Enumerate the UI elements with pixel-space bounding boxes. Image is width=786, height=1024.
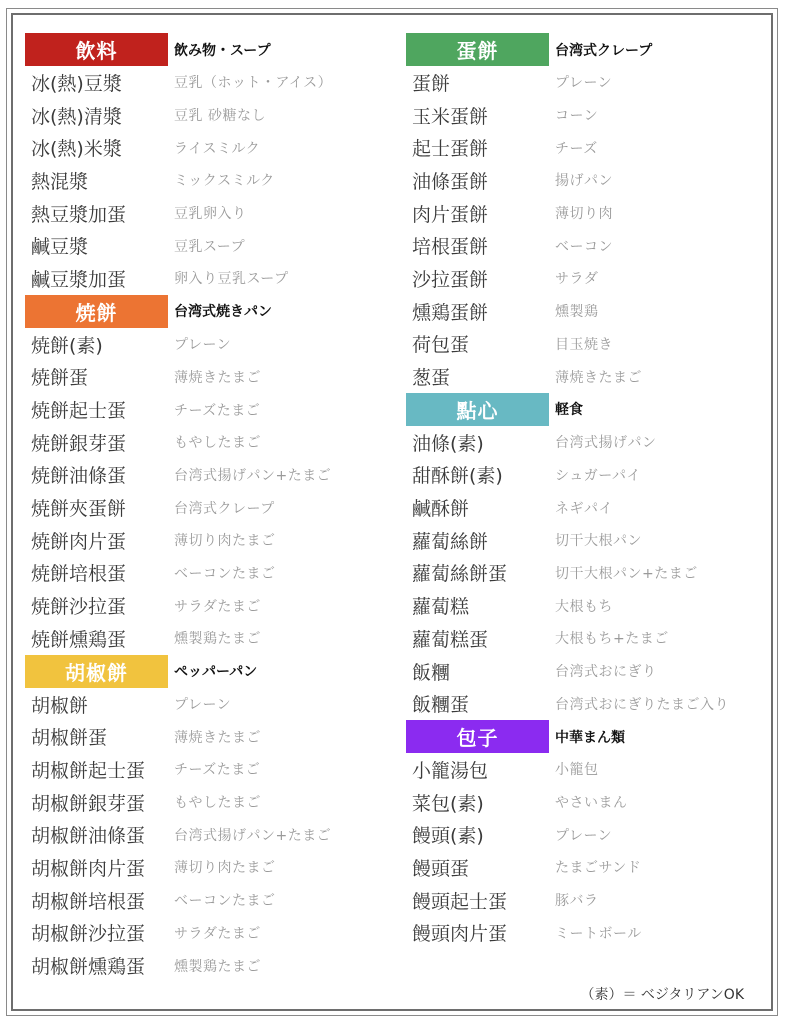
menu-item-japanese-description: 台湾式おにぎり	[555, 664, 657, 681]
menu-item-japanese-description: 切干大根パン+たまご	[555, 565, 698, 582]
menu-item-chinese-name: 胡椒餅沙拉蛋	[31, 923, 146, 946]
menu-item-japanese-description: ベーコン	[555, 238, 613, 255]
menu-item-chinese-name: 饅頭蛋	[412, 857, 470, 880]
menu-item-japanese-description: プレーン	[555, 75, 613, 92]
menu-item-japanese-description: 大根もち+たまご	[555, 631, 669, 648]
menu-item-chinese-name: 胡椒餅肉片蛋	[31, 857, 146, 880]
menu-item-japanese-description: 台湾式おにぎりたまご入り	[555, 696, 729, 713]
menu-item-japanese-description: 燻製鶏たまご	[174, 958, 261, 975]
menu-item-japanese-description: 薄焼きたまご	[555, 369, 642, 386]
menu-item	[25, 917, 390, 950]
menu-item-japanese-description: プレーン	[555, 827, 613, 844]
menu-item-chinese-name: 焼餅沙拉蛋	[31, 596, 127, 619]
menu-item-chinese-name: 蘿蔔絲餅蛋	[412, 563, 508, 586]
section-header	[406, 33, 766, 66]
menu-item-japanese-description: 大根もち	[555, 598, 613, 615]
menu-item-chinese-name: 鹹豆漿	[31, 236, 89, 259]
menu-item-chinese-name: 荷包蛋	[412, 334, 470, 357]
menu-item-chinese-name: 冰(熱)米漿	[31, 138, 122, 161]
menu-item-japanese-description: 豆乳卵入り	[174, 206, 247, 223]
menu-item	[25, 229, 390, 262]
menu-item-chinese-name: 飯糰	[412, 661, 451, 684]
menu-item	[25, 557, 390, 590]
menu-item-japanese-description: ミックスミルク	[174, 173, 275, 190]
menu-item-japanese-description: 豆乳（ホット・アイス）	[174, 75, 333, 92]
menu-item-japanese-description: 台湾式揚げパン+たまご	[174, 467, 332, 484]
menu-item	[406, 360, 766, 393]
menu-item-chinese-name: 飯糰蛋	[412, 694, 470, 717]
menu-item-japanese-description: 切干大根パン	[555, 533, 642, 550]
menu-item-japanese-description: 揚げパン	[555, 173, 613, 190]
menu-item-chinese-name: 胡椒餅培根蛋	[31, 890, 146, 913]
menu-item-chinese-name: 焼餅油條蛋	[31, 465, 127, 488]
menu-item-chinese-name: 胡椒餅銀芽蛋	[31, 792, 146, 815]
menu-item-japanese-description: 薄焼きたまご	[174, 729, 261, 746]
menu-item	[406, 164, 766, 197]
menu-item-chinese-name: 菜包(素)	[412, 792, 484, 815]
left-column	[25, 33, 390, 982]
menu-item	[406, 917, 766, 950]
menu-item	[25, 99, 390, 132]
section-subtitle: 飲み物・スープ	[174, 42, 271, 59]
menu-item-chinese-name: 油條(素)	[412, 432, 484, 455]
menu-item	[406, 851, 766, 884]
section-title-shaobing: 焼餅	[25, 295, 168, 328]
menu-item-japanese-description: 台湾式揚げパン+たまご	[174, 827, 332, 844]
menu-item-japanese-description: もやしたまご	[174, 435, 261, 452]
section-buns	[406, 720, 766, 949]
menu-item	[25, 328, 390, 361]
menu-item-japanese-description: 小籠包	[555, 762, 599, 779]
menu-item	[25, 622, 390, 655]
menu-item-japanese-description: やさいまん	[555, 795, 628, 812]
section-subtitle: 中華まん類	[555, 729, 625, 746]
menu-item-chinese-name: 饅頭肉片蛋	[412, 923, 508, 946]
section-pepper-bun	[25, 655, 390, 982]
menu-item-japanese-description: ベーコンたまご	[174, 893, 276, 910]
menu-item	[25, 884, 390, 917]
menu-item-chinese-name: 蘿蔔絲餅	[412, 530, 489, 553]
menu-item-japanese-description: コーン	[555, 108, 599, 125]
menu-item-chinese-name: 胡椒餅蛋	[31, 727, 108, 750]
menu-item	[406, 622, 766, 655]
menu-item-chinese-name: 焼餅起士蛋	[31, 400, 127, 423]
menu-item-chinese-name: 饅頭(素)	[412, 825, 484, 848]
menu-item	[406, 524, 766, 557]
menu-item-chinese-name: 沙拉蛋餅	[412, 268, 489, 291]
menu-item	[406, 66, 766, 99]
menu-item-chinese-name: 燻鶏蛋餅	[412, 301, 489, 324]
menu-item-chinese-name: 焼餅(素)	[31, 334, 103, 357]
menu-item-japanese-description: チーズたまご	[174, 402, 261, 419]
menu-item	[25, 459, 390, 492]
menu-item	[25, 818, 390, 851]
menu-item-chinese-name: 蘿蔔糕蛋	[412, 628, 489, 651]
section-title-drinks: 飲料	[25, 33, 168, 66]
section-subtitle: 台湾式焼きパン	[174, 304, 272, 321]
menu-item-chinese-name: 焼餅燻鶏蛋	[31, 628, 127, 651]
menu-item-japanese-description: チーズ	[555, 140, 598, 157]
section-subtitle: 軽食	[555, 402, 583, 419]
menu-item-chinese-name: 蘿蔔糕	[412, 596, 470, 619]
menu-item-chinese-name: 葱蛋	[412, 367, 451, 390]
menu-item-chinese-name: 冰(熱)清漿	[31, 105, 122, 128]
vegetarian-footnote: （素）＝ ベジタリアンOK	[580, 987, 744, 1003]
menu-item-japanese-description: サラダ	[555, 271, 599, 288]
menu-item	[406, 589, 766, 622]
menu-item	[406, 262, 766, 295]
menu-item-japanese-description: 台湾式クレープ	[174, 500, 275, 517]
menu-item	[25, 393, 390, 426]
menu-item	[406, 131, 766, 164]
menu-item-chinese-name: 焼餅肉片蛋	[31, 530, 127, 553]
menu-item-chinese-name: 焼餅銀芽蛋	[31, 432, 127, 455]
section-title-egg-crepe: 蛋餅	[406, 33, 549, 66]
menu-item	[406, 786, 766, 819]
menu-item-chinese-name: 蛋餅	[412, 72, 451, 95]
menu-item-japanese-description: たまごサンド	[555, 860, 642, 877]
menu-item-japanese-description: 燻製鶏	[555, 304, 599, 321]
menu-item-chinese-name: 玉米蛋餅	[412, 105, 489, 128]
section-title-snacks: 點心	[406, 393, 549, 426]
menu-item	[406, 491, 766, 524]
menu-item	[25, 491, 390, 524]
menu-item	[406, 818, 766, 851]
menu-item-chinese-name: 胡椒餅燻鶏蛋	[31, 956, 146, 979]
menu-item	[406, 426, 766, 459]
menu-item-japanese-description: サラダたまご	[174, 598, 261, 615]
menu-item	[406, 459, 766, 492]
menu-item-chinese-name: 鹹酥餅	[412, 498, 470, 521]
menu-item-japanese-description: チーズたまご	[174, 762, 261, 779]
menu-item	[25, 688, 390, 721]
menu-item-japanese-description: ネギパイ	[555, 500, 613, 517]
menu-item	[406, 884, 766, 917]
menu-item-japanese-description: ミートボール	[555, 925, 642, 942]
menu-item-chinese-name: 甜酥餅(素)	[412, 465, 503, 488]
menu-item-chinese-name: 熱豆漿加蛋	[31, 203, 127, 226]
menu-item-chinese-name: 小籠湯包	[412, 759, 489, 782]
menu-item-japanese-description: 薄切り肉たまご	[174, 860, 276, 877]
menu-item-chinese-name: 胡椒餅	[31, 694, 89, 717]
section-header	[406, 720, 766, 753]
menu-item-chinese-name: 油條蛋餅	[412, 170, 489, 193]
menu-item-japanese-description: 薄切り肉たまご	[174, 533, 276, 550]
menu-item-chinese-name: 胡椒餅油條蛋	[31, 825, 146, 848]
menu-item	[25, 753, 390, 786]
menu-item-chinese-name: 起士蛋餅	[412, 138, 489, 161]
section-egg-crepe	[406, 33, 766, 393]
menu-item-japanese-description: ライスミルク	[174, 140, 261, 157]
menu-item-chinese-name: 肉片蛋餅	[412, 203, 489, 226]
menu-item-japanese-description: 台湾式揚げパン	[555, 435, 657, 452]
menu-item-japanese-description: 薄焼きたまご	[174, 369, 261, 386]
section-shaobing	[25, 295, 390, 655]
menu-item-japanese-description: 燻製鶏たまご	[174, 631, 261, 648]
menu-item-japanese-description: プレーン	[174, 337, 232, 354]
menu-item-chinese-name: 鹹豆漿加蛋	[31, 268, 127, 291]
menu-item	[406, 753, 766, 786]
menu-item-chinese-name: 培根蛋餅	[412, 236, 489, 259]
menu-item	[406, 687, 766, 720]
menu-item-japanese-description: 豆乳スープ	[174, 238, 246, 255]
menu-item-japanese-description: 目玉焼き	[555, 336, 613, 353]
menu-item-japanese-description: プレーン	[174, 697, 232, 714]
section-drinks	[25, 33, 390, 295]
section-title-buns: 包子	[406, 720, 549, 753]
menu-item-japanese-description: 豚バラ	[555, 893, 599, 910]
section-header	[25, 33, 390, 66]
menu-item-japanese-description: 薄切り肉	[555, 206, 613, 223]
section-header	[25, 295, 390, 328]
menu-item-chinese-name: 焼餅蛋	[31, 367, 89, 390]
menu-item	[25, 589, 390, 622]
menu-item-japanese-description: シュガーパイ	[555, 467, 642, 484]
section-header	[25, 655, 390, 688]
menu-item-japanese-description: 豆乳 砂糖なし	[174, 108, 266, 125]
menu-item-chinese-name: 熱混漿	[31, 170, 89, 193]
menu-item	[25, 197, 390, 230]
section-title-pepper-bun: 胡椒餅	[25, 655, 168, 688]
menu-item	[25, 949, 390, 982]
menu-item	[25, 131, 390, 164]
section-header	[406, 393, 766, 426]
menu-item	[25, 164, 390, 197]
menu-item	[406, 557, 766, 590]
section-subtitle: 台湾式クレープ	[555, 42, 653, 59]
menu-item	[406, 655, 766, 688]
menu-item	[25, 524, 390, 557]
menu-item	[406, 229, 766, 262]
menu-item	[25, 426, 390, 459]
menu-item	[25, 786, 390, 819]
menu-item-japanese-description: サラダたまご	[174, 925, 261, 942]
menu-item-chinese-name: 胡椒餅起士蛋	[31, 759, 146, 782]
menu-item	[406, 295, 766, 328]
section-snacks	[406, 393, 766, 720]
menu-item-japanese-description: ベーコンたまご	[174, 565, 276, 582]
menu-item	[406, 99, 766, 132]
menu-item-chinese-name: 焼餅培根蛋	[31, 563, 127, 586]
menu-item-chinese-name: 饅頭起士蛋	[412, 890, 508, 913]
right-column	[406, 33, 766, 949]
menu-item	[25, 720, 390, 753]
menu-item-chinese-name: 冰(熱)豆漿	[31, 72, 122, 95]
menu-item	[25, 66, 390, 99]
section-subtitle: ペッパーパン	[174, 664, 258, 681]
menu-item	[406, 197, 766, 230]
menu-item	[25, 361, 390, 394]
menu-item	[25, 851, 390, 884]
menu-item-japanese-description: 卵入り豆乳スープ	[174, 271, 289, 288]
menu-item-japanese-description: もやしたまご	[174, 795, 261, 812]
menu-item	[406, 328, 766, 361]
menu-item	[25, 262, 390, 295]
menu-item-chinese-name: 焼餅夾蛋餅	[31, 498, 127, 521]
